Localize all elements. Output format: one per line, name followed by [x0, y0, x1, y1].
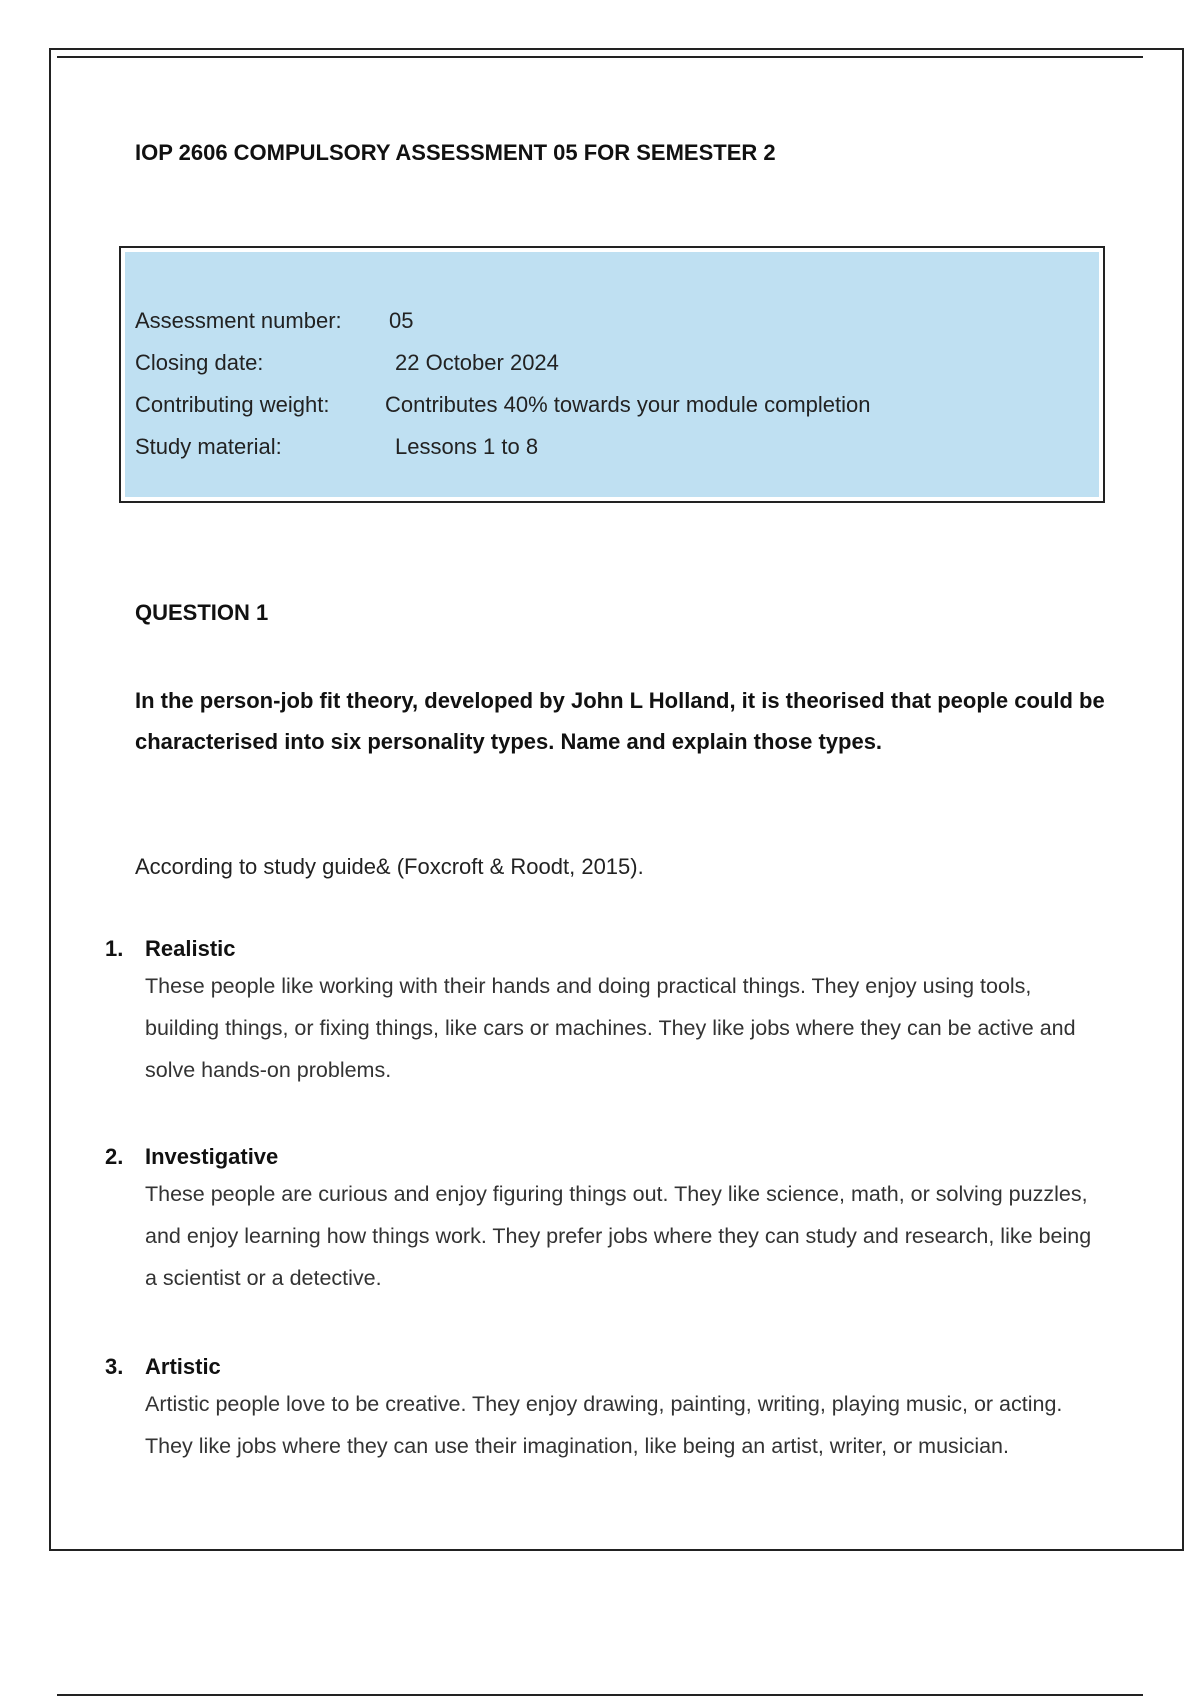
personality-type-item — [105, 933, 1105, 1091]
assessment-info-fill — [125, 252, 1099, 497]
question-prompt: In the person-job fit theory, developed by John L Holland, it is theorised that people could be characterised into six personality types. Name and explain those types. — [135, 688, 1105, 754]
personality-type-heading — [105, 1351, 1105, 1383]
personality-type-number: 2. — [105, 1144, 124, 1169]
personality-type-name: Investigative — [145, 1144, 279, 1169]
personality-type-number: 3. — [105, 1354, 124, 1379]
assessment-number-row — [135, 308, 414, 334]
personality-type-heading — [105, 933, 1105, 965]
bottom-rule — [57, 1694, 1143, 1696]
closing-date-label: Closing date: — [135, 350, 264, 375]
assessment-number-value: 05 — [389, 308, 414, 333]
assessment-number-label: Assessment number: — [135, 308, 342, 333]
personality-type-number: 1. — [105, 936, 124, 961]
personality-type-description: Artistic people love to be creative. They enjoy drawing, painting, writing, playing music, or acting. They like jobs where they can use their imagination, like being an artist, writer, or musician. — [145, 1392, 1063, 1458]
question-heading: QUESTION 1 — [135, 600, 269, 625]
personality-type-name: Realistic — [145, 936, 236, 961]
contributing-weight-value: Contributes 40% towards your module completion — [385, 392, 871, 417]
personality-type-name: Artistic — [145, 1354, 221, 1379]
personality-type-description: These people are curious and enjoy figuring things out. They like science, math, or solving puzzles, and enjoy learning how things work. They prefer jobs where they can study and research, like being a scientist or a detective. — [145, 1182, 1092, 1290]
closing-date-value: 22 October 2024 — [395, 350, 559, 375]
study-material-label: Study material: — [135, 434, 282, 459]
personality-type-description: These people like working with their hands and doing practical things. They enjoy using tools, building things, or fixing things, like cars or machines. They like jobs where they can be active and solve hands-on problems. — [145, 974, 1076, 1082]
personality-type-item — [105, 1351, 1105, 1467]
source-citation: According to study guide& (Foxcroft & Roodt, 2015). — [135, 854, 644, 879]
personality-type-item — [105, 1141, 1105, 1299]
document-title: IOP 2606 COMPULSORY ASSESSMENT 05 FOR SEMESTER 2 — [135, 140, 776, 165]
closing-date-row — [135, 350, 559, 376]
study-material-value: Lessons 1 to 8 — [395, 434, 539, 459]
contributing-weight-label: Contributing weight: — [135, 392, 330, 417]
study-material-row — [135, 434, 539, 460]
contributing-weight-row — [135, 392, 871, 418]
personality-type-heading — [105, 1141, 1105, 1173]
assessment-info-box — [119, 246, 1105, 503]
